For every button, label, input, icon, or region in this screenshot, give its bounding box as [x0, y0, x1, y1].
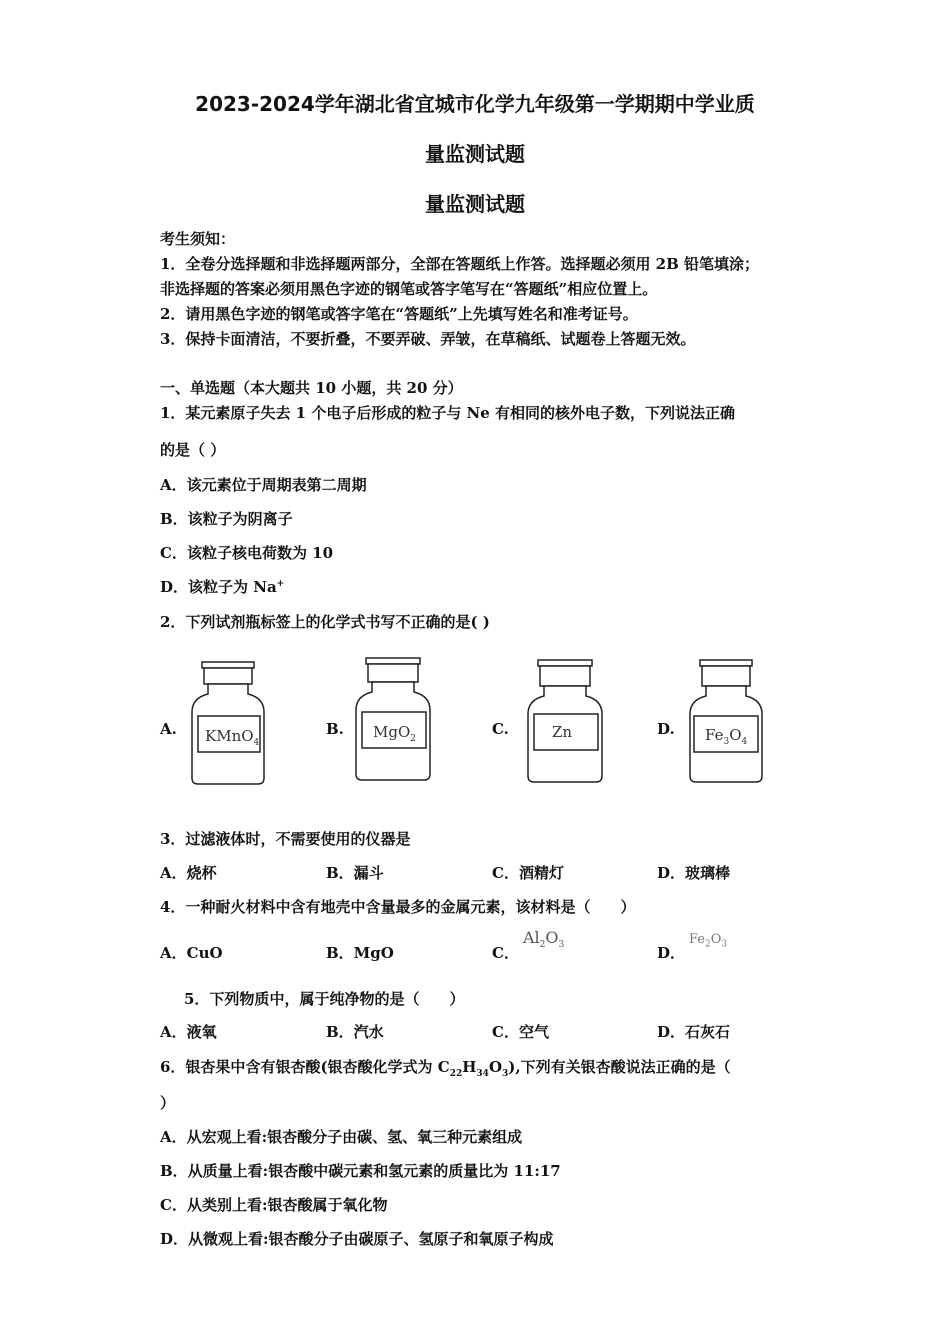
q4-option-c: C． [492, 944, 519, 962]
q1-option-c: C．该粒子核电荷数为 10 [160, 544, 334, 562]
q2-option-a-letter: A. [160, 720, 177, 738]
q2-stem: 2．下列试剂瓶标签上的化学式书写不正确的是( ) [160, 613, 490, 631]
bottle-a-label: KMnO$_4$ [205, 727, 260, 748]
q4-option-a: A．CuO [160, 944, 223, 962]
q1-stem: 1．某元素原子失去 1 个电子后形成的粒子与 Ne 有相同的核外电子数，下列说法正确 [160, 404, 736, 422]
q1-option-b: B．该粒子为阴离子 [160, 510, 293, 528]
q4-option-d: D． [657, 944, 686, 962]
q5-option-d: D．石灰石 [657, 1023, 731, 1041]
bottle-c-label: Zn [552, 723, 573, 741]
reagent-bottle-d [686, 658, 766, 786]
notice-item: 2．请用黑色字迹的钢笔或答字笔在“答题纸”上先填写姓名和准考证号。 [160, 305, 638, 323]
notice-item: 1．全卷分选择题和非选择题两部分，全部在答题纸上作答。选择题必须用 2B 铅笔填涂； [160, 255, 760, 273]
q4-option-d-formula: $Fe_2O_3$ [689, 932, 728, 950]
q6-option-c: C．从类别上看:银杏酸属于氧化物 [160, 1196, 388, 1214]
notice-item: 3．保持卡面清洁，不要折叠，不要弄破、弄皱，在草稿纸、试题卷上答题无效。 [160, 330, 696, 348]
exam-title-line3: 量监测试题 [425, 192, 525, 216]
q6-option-b: B．从质量上看:银杏酸中碳元素和氢元素的质量比为 11:17 [160, 1162, 561, 1180]
q5-stem: 5．下列物质中，属于纯净物的是（ ） [184, 990, 465, 1008]
q2-option-b-letter: B. [326, 720, 344, 738]
q5-option-c: C．空气 [492, 1023, 549, 1041]
section-heading: 一、单选题（本大题共 10 小题，共 20 分） [160, 379, 463, 397]
q3-stem: 3．过滤液体时，不需要使用的仪器是 [160, 830, 411, 848]
exam-title-line1: 2023-2024学年湖北省宜城市化学九年级第一学期期中学业质 [195, 92, 755, 116]
q3-option-b: B．漏斗 [326, 864, 384, 882]
q4-option-b: B．MgO [326, 944, 394, 962]
q2-option-c-letter: C. [492, 720, 509, 738]
exam-title-line2: 量监测试题 [425, 142, 525, 166]
q6-option-d: D．从微观上看:银杏酸分子由碳原子、氢原子和氧原子构成 [160, 1230, 554, 1248]
q3-option-a: A．烧杯 [160, 864, 217, 882]
reagent-bottle-c [524, 658, 606, 786]
q5-option-b: B．汽水 [326, 1023, 384, 1041]
q3-option-c: C．酒精灯 [492, 864, 564, 882]
notice-heading: 考生须知： [160, 230, 236, 248]
bottle-d-label: $Fe_3O_4$ [705, 726, 748, 747]
q3-option-d: D．玻璃棒 [657, 864, 731, 882]
q1-option-d: D．该粒子为 Na+ [160, 578, 285, 596]
reagent-bottle-b [352, 656, 434, 784]
reagent-bottle-a [188, 660, 268, 788]
q2-option-d-letter: D. [657, 720, 675, 738]
q4-option-c-formula: $Al_2O_3$ [523, 928, 565, 951]
q6-option-a: A．从宏观上看:银杏酸分子由碳、氢、氧三种元素组成 [160, 1128, 523, 1146]
q4-stem: 4．一种耐火材料中含有地壳中含量最多的金属元素，该材料是（ ） [160, 898, 636, 916]
q1-option-a: A．该元素位于周期表第二周期 [160, 476, 367, 494]
q5-option-a: A．液氧 [160, 1023, 217, 1041]
q6-stem-cont: ） [160, 1094, 176, 1112]
q6-stem: 6．银杏果中含有银杏酸(银杏酸化学式为 $C_{22}H_{34}O_3$),下列有关银杏酸说法正确的是（ [160, 1058, 731, 1079]
q1-stem-cont: 的是（ ） [160, 441, 226, 459]
bottle-b-label: MgO$_2$ [373, 723, 416, 744]
notice-item: 非选择题的答案必须用黑色字迹的钢笔或答字笔写在“答题纸”相应位置上。 [160, 280, 658, 298]
